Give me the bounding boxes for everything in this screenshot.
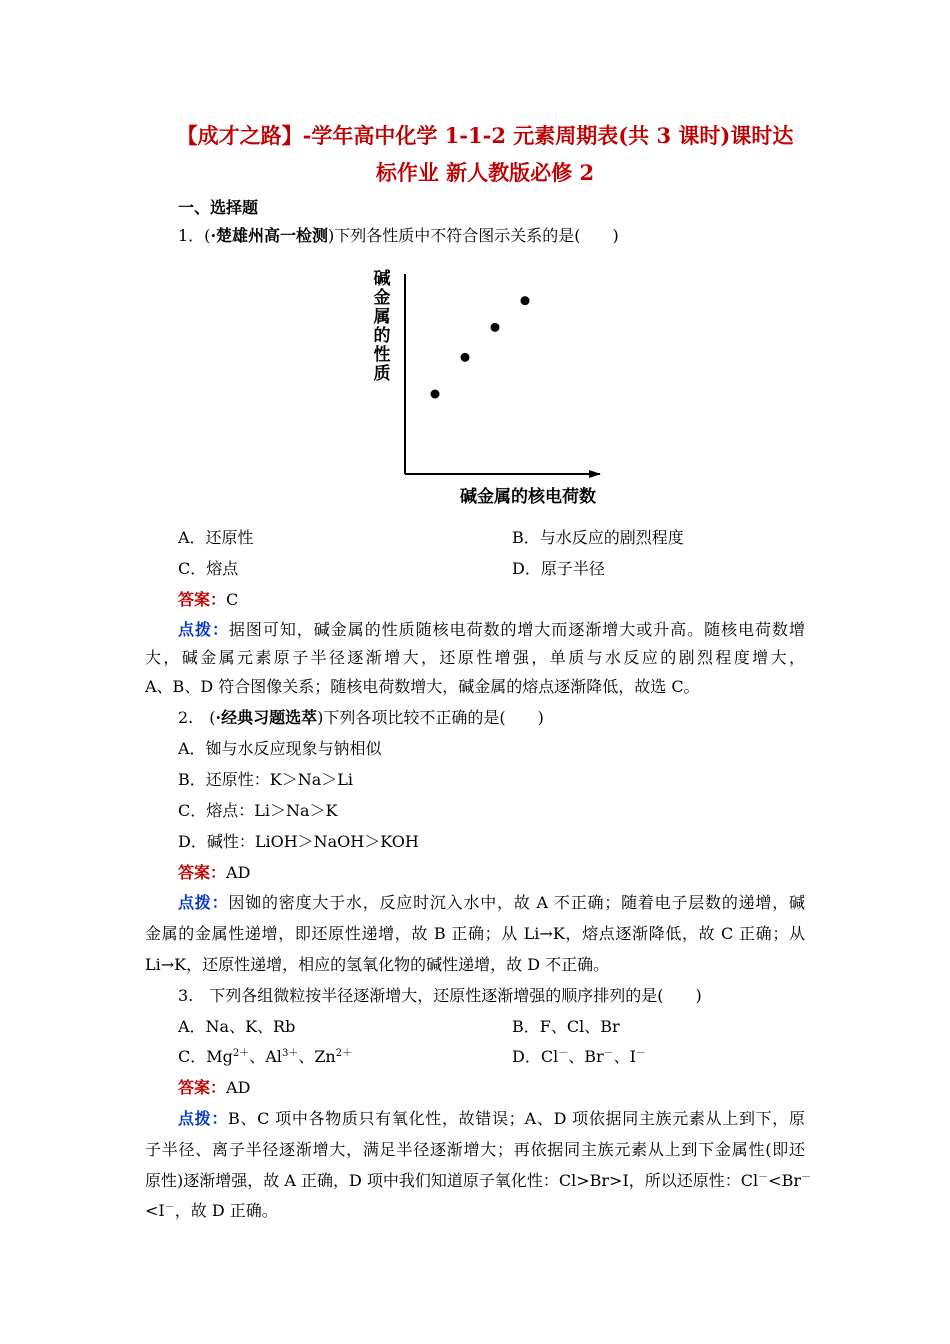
hint-label: 点拨： [178, 620, 229, 639]
q2-option-a: A．铷与水反应现象与钠相似 [178, 739, 382, 758]
q3-hint-line-4: <I－，故 D 正确。 [145, 1201, 278, 1220]
q2-hint-line-2: 金属的金属性递增，即还原性递增，故 B 正确；从 Li→K，熔点逐渐降低，故 C 正确；从 [145, 924, 805, 943]
hint-label: 点拨： [178, 1109, 229, 1128]
q2-option-d: D．碱性：LiOH＞NaOH＞KOH [178, 832, 419, 851]
data-point-2 [461, 353, 470, 362]
answer-label: 答案： [178, 1078, 227, 1097]
q3-answer [178, 1078, 250, 1098]
q1-option-b: B．与水反应的剧烈程度 [512, 528, 684, 547]
q3-option-d: D．Cl－、Br－、I－ [512, 1047, 646, 1066]
data-point-3 [491, 323, 500, 332]
q1-chart [360, 262, 620, 512]
q1-hint-line-2: 大，碱金属元素原子半径逐渐增大，还原性增强，单质与水反应的剧烈程度增大， [145, 648, 805, 667]
answer-value: C [226, 590, 239, 609]
answer-label: 答案： [178, 590, 227, 609]
hint-text: 据图可知，碱金属的性质随核电荷数的增大而逐渐增大或升高。随核电荷数增 [228, 620, 805, 639]
section-heading: 一、选择题 [178, 198, 259, 217]
q1-number: 1．( [178, 226, 211, 245]
title-line-1: 【成才之路】-学年高中化学 1-1-2 元素周期表(共 3 课时)课时达 [176, 123, 794, 148]
q3-option-a: A．Na、K、Rb [178, 1017, 296, 1036]
hint-text: 因铷的密度大于水，反应时沉入水中，故 A 不正确；随着电子层数的递增，碱 [228, 893, 805, 912]
q1-stem-text: )下列各性质中不符合图示关系的是( ) [328, 226, 619, 245]
answer-value: AD [226, 1078, 251, 1097]
q1-answer [178, 590, 238, 610]
q3-option-b: B．F、Cl、Br [512, 1017, 620, 1036]
q2-number: 2. ( [178, 708, 216, 727]
q3-option-c: C．$Mg^{2+}$、$Al^{3+}$、$Zn^{2+}$ [178, 1047, 353, 1066]
q2-option-c: C．熔点：Li＞Na＞K [178, 801, 338, 820]
q1-option-d: D．原子半径 [512, 559, 605, 578]
q2-answer [178, 863, 250, 883]
y-axis-label: 碱金属的性质 [373, 269, 391, 384]
q1-source: ·楚雄州高一检测 [210, 226, 329, 245]
q2-option-b: B．还原性：K＞Na＞Li [178, 770, 353, 789]
q3-stem: 3. 下列各组微粒按半径逐渐增大，还原性逐渐增强的顺序排列的是( ) [178, 986, 702, 1005]
q2-hint-line-1 [178, 893, 805, 913]
q1-hint-line-3: A、B、D 符合图像关系；随核电荷数增大，碱金属的熔点逐渐降低，故选 C。 [145, 677, 700, 696]
q1-hint-line-1 [178, 620, 805, 640]
q2-hint-line-3: Li→K，还原性递增，相应的氢氧化物的碱性递增，故 D 不正确。 [145, 955, 610, 974]
hint-label: 点拨： [178, 893, 229, 912]
q3-hint-line-3: 原性)逐渐增强，故 A 正确，D 项中我们知道原子氧化性：Cl>Br>I，所以还原性：Cl－<Br－ [145, 1171, 811, 1190]
data-point-1 [431, 390, 440, 399]
x-axis-label: 碱金属的核电荷数 [460, 487, 596, 507]
q3-hint-line-1 [178, 1109, 805, 1129]
q2-stem-text: )下列各项比较不正确的是( ) [317, 708, 544, 727]
q1-stem [178, 226, 619, 246]
title-line-2: 标作业 新人教版必修 2 [375, 160, 595, 185]
q3-hint-line-2: 子半径、离子半径逐渐增大，满足半径逐渐增大；再依据同主族元素从上到下金属性(即还 [145, 1140, 805, 1159]
answer-value: AD [226, 863, 251, 882]
answer-label: 答案： [178, 863, 227, 882]
q1-option-a: A．还原性 [178, 528, 254, 547]
hint-text: B、C 项中各物质只有氧化性，故错误；A、D 项依据同主族元素从上到下，原 [228, 1109, 805, 1128]
q2-stem [178, 708, 544, 728]
q2-source: ·经典习题选萃 [215, 708, 318, 727]
q1-option-c: C．熔点 [178, 559, 239, 578]
data-point-4 [521, 296, 530, 305]
